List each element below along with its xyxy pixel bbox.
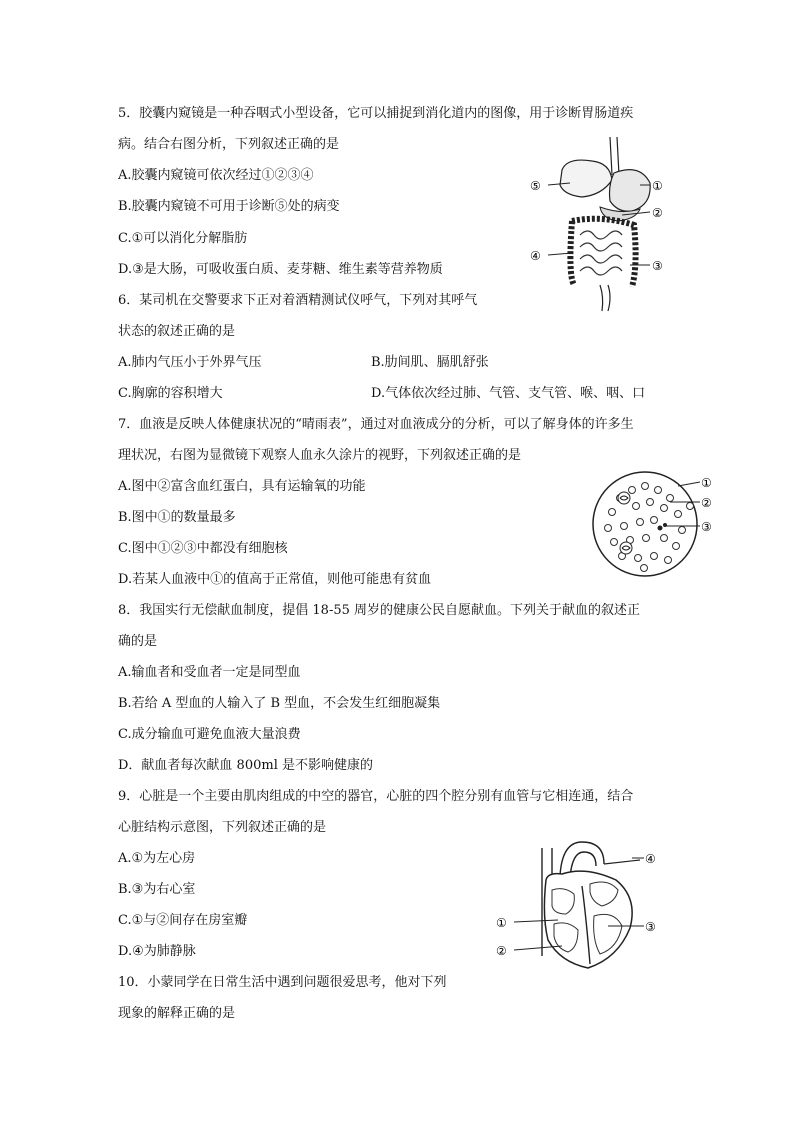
q5-option-c: C.①可以消化分解脂肪 <box>118 231 248 246</box>
q5-stem-line1: 5．胶囊内窥镜是一种吞咽式小型设备，它可以捕捉到消化道内的图像，用于诊断胃肠道疾 <box>118 106 634 121</box>
q8-stem-line2: 确的是 <box>118 634 158 649</box>
q5-label-2: ② <box>652 206 663 220</box>
q6-option-c: C.胸廓的容积增大 <box>118 386 223 401</box>
q6-stem-line2: 状态的叙述正确的是 <box>118 324 236 339</box>
q6-option-a: A.肺内气压小于外界气压 <box>118 355 262 370</box>
q5-stem-line2: 病。结合右图分析，下列叙述正确的是 <box>118 137 340 152</box>
q7-option-b: B.图中①的数量最多 <box>118 510 236 525</box>
blood-smear-figure <box>590 468 720 580</box>
q7-option-c: C.图中①②③中都没有细胞核 <box>118 541 288 556</box>
q10-stem-line1: 10．小蒙同学在日常生活中遇到问题很爱思考，他对下列 <box>118 975 447 990</box>
q5-option-a: A.胶囊内窥镜可依次经过①②③④ <box>118 168 314 183</box>
q9-label-2: ② <box>496 944 507 958</box>
q5-label-4: ④ <box>530 249 541 263</box>
q9-stem-line1: 9．心脏是一个主要由肌肉组成的中空的器官，心脏的四个腔分别有血管与它相连通，结合 <box>118 789 634 804</box>
q8-option-c: C.成分输血可避免血液大量浪费 <box>118 727 301 742</box>
q8-option-b: B.若给 A 型血的人输入了 B 型血，不会发生红细胞凝集 <box>118 696 441 711</box>
q5-option-b: B.胶囊内窥镜不可用于诊断⑤处的病变 <box>118 199 340 214</box>
q9-option-d: D.④为肺静脉 <box>118 944 196 959</box>
q6-stem-line1: 6．某司机在交警要求下正对着酒精测试仪呼气，下列对其呼气 <box>118 293 478 308</box>
q8-option-a: A.输血者和受血者一定是同型血 <box>118 665 301 680</box>
q7-label-3: ③ <box>701 520 712 534</box>
q5-label-5: ⑤ <box>530 179 541 193</box>
q7-stem-line1: 7．血液是反映人体健康状况的“晴雨表”，通过对血液成分的分析，可以了解身体的许多生 <box>118 417 634 432</box>
digestive-system-figure <box>522 135 682 315</box>
q9-label-4: ④ <box>645 852 656 866</box>
q10-stem-line2: 现象的解释正确的是 <box>118 1006 236 1021</box>
q7-label-1: ① <box>701 476 712 490</box>
q6-option-d: D.气体依次经过肺、气管、支气管、喉、咽、口 <box>371 386 646 401</box>
q9-option-c: C.①与②间存在房室瓣 <box>118 913 248 928</box>
q9-stem-line2: 心脏结构示意图，下列叙述正确的是 <box>118 820 327 835</box>
q7-option-d: D.若某人血液中①的值高于正常值，则他可能患有贫血 <box>118 572 432 587</box>
q7-label-2: ② <box>701 496 712 510</box>
q8-stem-line1: 8．我国实行无偿献血制度，提倡 18-55 周岁的健康公民自愿献血。下列关于献血的叙述正 <box>118 603 641 618</box>
q9-label-1: ① <box>496 916 507 930</box>
q7-option-a: A.图中②富含血红蛋白，具有运输氧的功能 <box>118 479 366 494</box>
q7-stem-line2: 理状况，右图为显微镜下观察人血永久涂片的视野，下列叙述正确的是 <box>118 448 522 463</box>
heart-structure-figure <box>490 836 670 976</box>
q5-option-d: D.③是大肠，可吸收蛋白质、麦芽糖、维生素等营养物质 <box>118 262 443 277</box>
q9-option-b: B.③为右心室 <box>118 882 196 897</box>
q5-label-3: ③ <box>652 259 663 273</box>
q9-option-a: A.①为左心房 <box>118 851 196 866</box>
q5-label-1: ① <box>652 179 663 193</box>
q8-option-d: D．献血者每次献血 800ml 是不影响健康的 <box>118 758 373 773</box>
q9-label-3: ③ <box>645 920 656 934</box>
q6-option-b: B.肋间肌、膈肌舒张 <box>371 355 489 370</box>
